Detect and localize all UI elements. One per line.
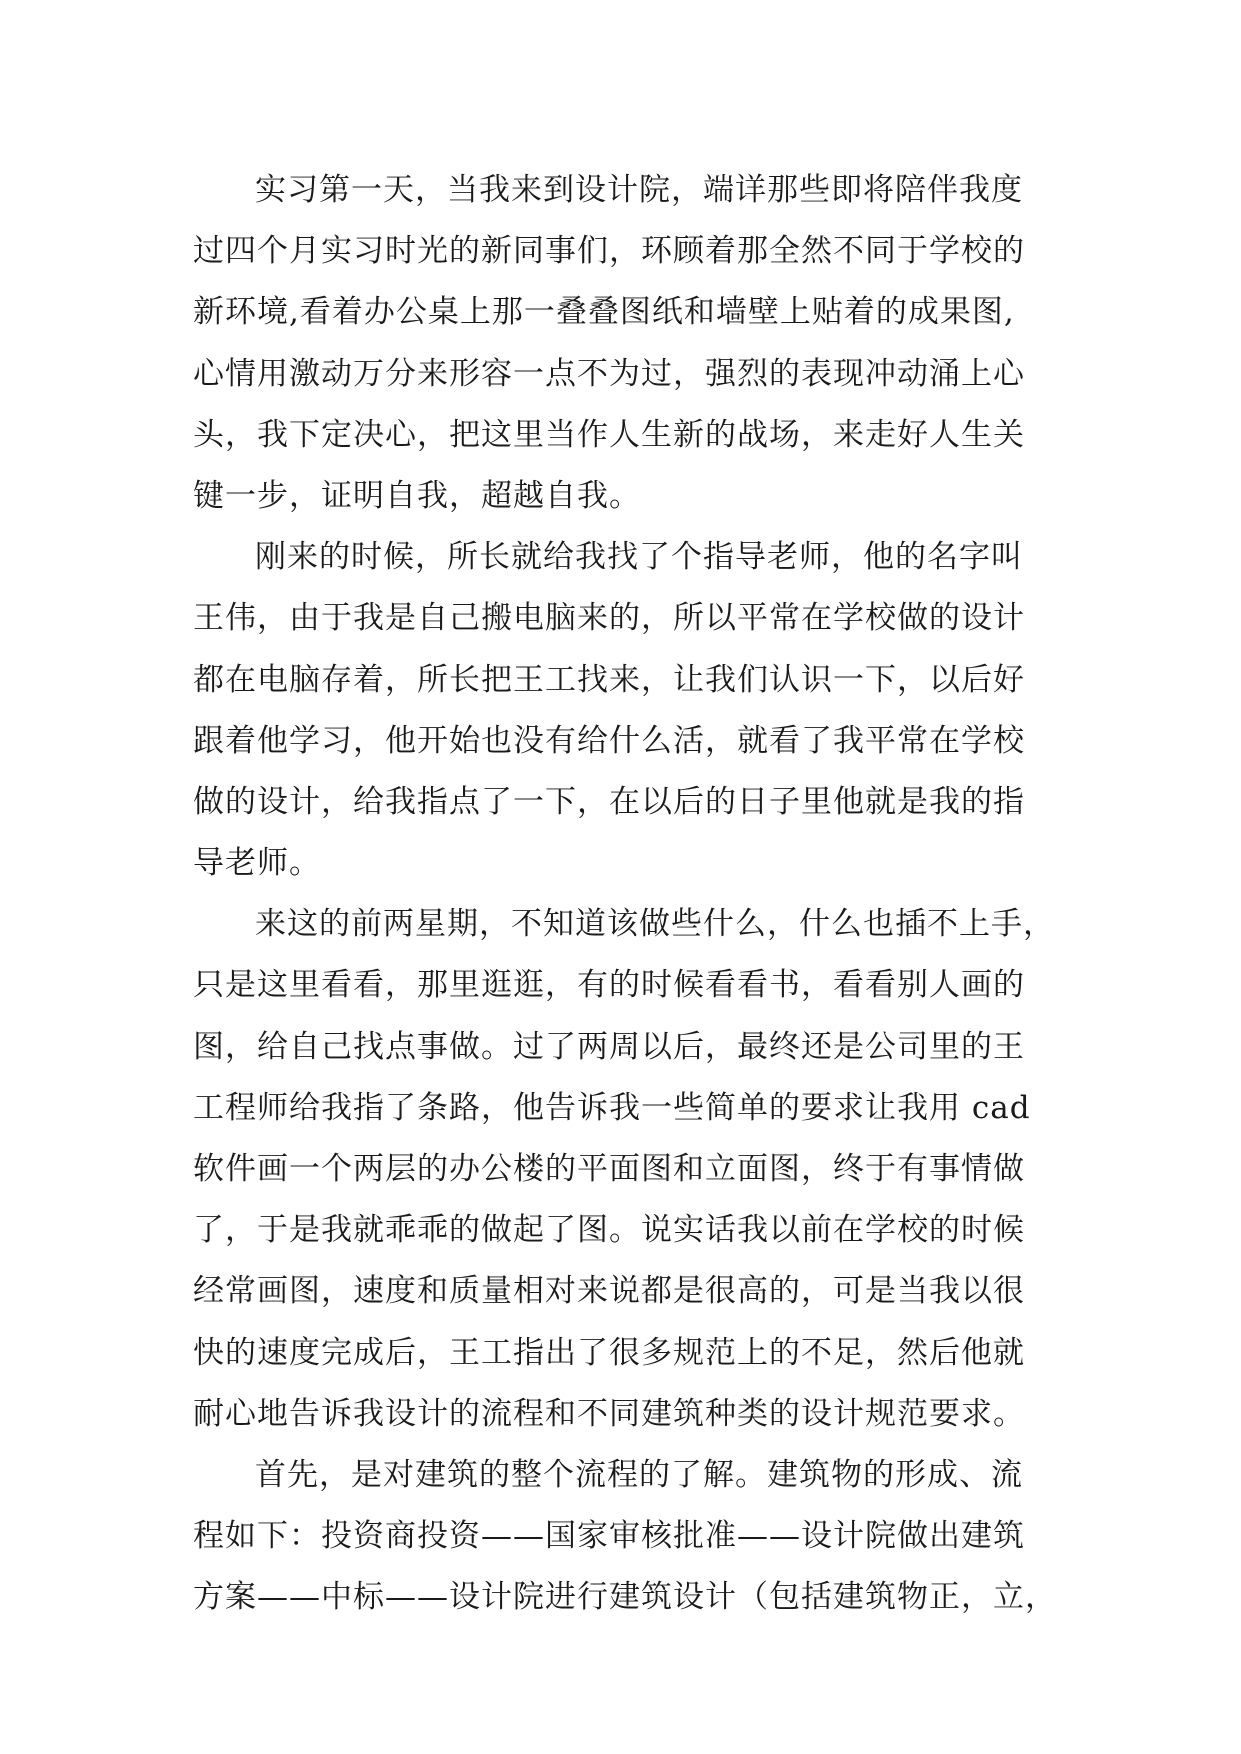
paragraph-3 [193, 894, 1093, 1445]
text-line: 头，我下定决心，把这里当作人生新的战场，来走好人生关 [193, 416, 1025, 453]
text-line: 来这的前两星期，不知道该做些什么，什么也插不上手， [255, 906, 1055, 943]
text-line: 软件画一个两层的办公楼的平面图和立面图，终于有事情做 [193, 1151, 1025, 1187]
text-line: 了，于是我就乖乖的做起了图。说实话我以前在学校的时候 [193, 1212, 1025, 1249]
text-line: 实习第一天，当我来到设计院，端详那些即将陪伴我度 [255, 172, 1023, 208]
text-line: 程如下：投资商投资——国家审核批准——设计院做出建筑 [193, 1518, 1025, 1555]
text-line: 图，给自己找点事做。过了两周以后，最终还是公司里的王 [193, 1028, 1025, 1065]
text-line: 刚来的时候，所长就给我找了个指导老师，他的名字叫 [255, 539, 1023, 576]
text-line: 做的设计，给我指点了一下，在以后的日子里他就是我的指 [193, 783, 1025, 820]
text-line: 导老师。 [193, 845, 321, 882]
text-line: 经常画图，速度和质量相对来说都是很高的，可是当我以很 [193, 1273, 1025, 1310]
paragraph-1 [193, 160, 1093, 527]
text-line: 跟着他学习，他开始也没有给什么活，就看了我平常在学校 [193, 722, 1025, 759]
paragraph-2 [193, 527, 1093, 894]
text-line: 都在电脑存着，所长把王工找来，让我们认识一下，以后好 [193, 661, 1025, 698]
text-line: 王伟，由于我是自己搬电脑来的，所以平常在学校做的设计 [193, 600, 1025, 637]
text-line: 快的速度完成后，王工指出了很多规范上的不足，然后他就 [193, 1334, 1025, 1371]
text-line: 过四个月实习时光的新同事们，环顾着那全然不同于学校的 [193, 233, 1025, 270]
text-line: 只是这里看看，那里逛逛，有的时候看看书，看看别人画的 [193, 967, 1025, 1004]
text-line: 耐心地告诉我设计的流程和不同建筑种类的设计规范要求。 [193, 1395, 1025, 1432]
text-line: 新环境,看着办公桌上那一叠叠图纸和墙壁上贴着的成果图, [193, 294, 1015, 331]
text-line: 键一步，证明自我，超越自我。 [193, 477, 641, 514]
text-line: 方案——中标——设计院进行建筑设计（包括建筑物正，立， [193, 1579, 1057, 1616]
text-line: 心情用激动万分来形容一点不为过，强烈的表现冲动涌上心 [193, 355, 1025, 392]
paragraph-4 [193, 1445, 1093, 1629]
text-line: 首先，是对建筑的整个流程的了解。建筑物的形成、流 [255, 1456, 1023, 1493]
text-line: 工程师给我指了条路，他告诉我一些简单的要求让我用 cad [193, 1089, 1031, 1126]
body-text [193, 160, 1093, 1629]
